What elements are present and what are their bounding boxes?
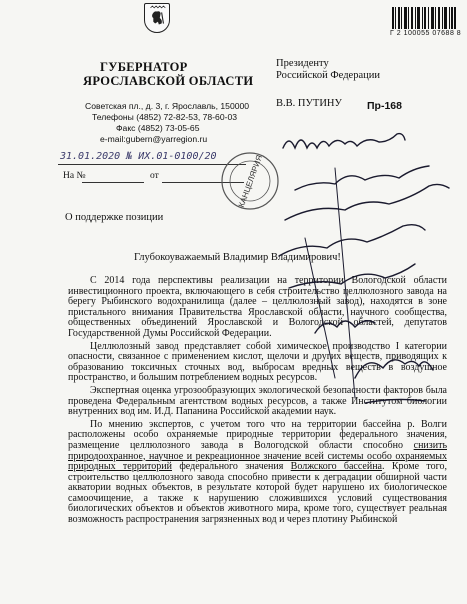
- registration-date-number: 31.01.2020 № ИХ.01-0100/20: [60, 151, 217, 162]
- stamp-text: КАНЦЕЛЯРИЯ: [236, 153, 265, 209]
- paragraph-experts: По мнению экспертов, с учетом того что на территории бассейна р. Волги расположены особо охраняемые природные территории федерального значения, размещение целлюлозного завода в Вологодской области способно снизить природоохранное, научное и рекреационное значение всей системы особо охраняемых природных территорий федерального значения Волжского бассейна. Кроме того, строительство целлюлозного завода способно привести к деградации обширной части акватории водных объектов, в результате которой будет нарушено их биологическое самоочищение, а также к нарушению сложившихся условий существования биологических объектов и объектов животного мира, кроме того, существует реальная возможность распространения загрязненных вод и через плотину Рыбинской: [68, 418, 447, 526]
- sender-address: Советская пл., д. 3, г. Ярославль, 150000: [85, 101, 250, 111]
- reference-number: Пр-168: [367, 100, 402, 112]
- paragraph: Целлюлозный завод представляет собой химическое производство I категории опасности, связанное с применением кислот, щелочи и других веществ, приводящих к образованию токсичных сточных вод, выбросам вредных веществ в воздушное пространство, и большим потреблением водных ресурсов.: [68, 340, 447, 384]
- coat-of-arms-icon: [144, 3, 170, 33]
- na-label: На №: [63, 171, 86, 181]
- sender-phones: Телефоны (4852) 72-82-53, 78-60-03: [92, 112, 238, 122]
- letter-greeting: Глубокоуважаемый Владимир Владимирович!: [134, 252, 341, 263]
- letter-body: [68, 276, 447, 528]
- chancellery-stamp: [219, 150, 281, 212]
- paragraph: С 2014 года перспективы реализации на территории Вологодской области инвестиционного проекта, включающего в себя строительство целлюлозного завода на берегу Рыбинского водохранилища (далее – целлюлозный завод), находятся в зоне пристального внимания Правительства Ярославской области, научного сообщества, общественных объединений Ярославской и Вологодской областей, депутатов Государственной Думы Российской Федерации.: [68, 275, 447, 339]
- recipient-title: Президенту: [276, 58, 329, 69]
- divider: [58, 164, 246, 165]
- underlined-text: Волжского бассейна: [290, 461, 382, 473]
- divider: [82, 182, 144, 183]
- letter-subject: О поддержке позиции: [65, 212, 164, 223]
- region-title: ЯРОСЛАВСКОЙ ОБЛАСТИ: [83, 74, 254, 88]
- underlined-text: снизить природоохранное, научное и рекреационное значение всей системы особо охраняемых природных территорий: [68, 439, 447, 473]
- barcode: [392, 7, 456, 29]
- sender-fax: Факс (4852) 73-05-65: [116, 123, 200, 133]
- sender-email: e-mail:gubern@yarregion.ru: [100, 134, 208, 144]
- ot-label: от: [150, 171, 159, 181]
- paragraph: Экспертная оценка угрозообразующих экологической безопасности факторов была проведена Федеральным агентством водных ресурсов, а также Институтом биологии внутренних вод им. И.Д. Папанина Российской академии наук.: [68, 384, 447, 418]
- barcode-number: Г 2 100055 07688 8: [390, 30, 462, 37]
- governor-title: ГУБЕРНАТОР: [100, 60, 188, 74]
- recipient-country: Российской Федерации: [276, 70, 380, 81]
- recipient-name: В.В. ПУТИНУ: [276, 98, 342, 109]
